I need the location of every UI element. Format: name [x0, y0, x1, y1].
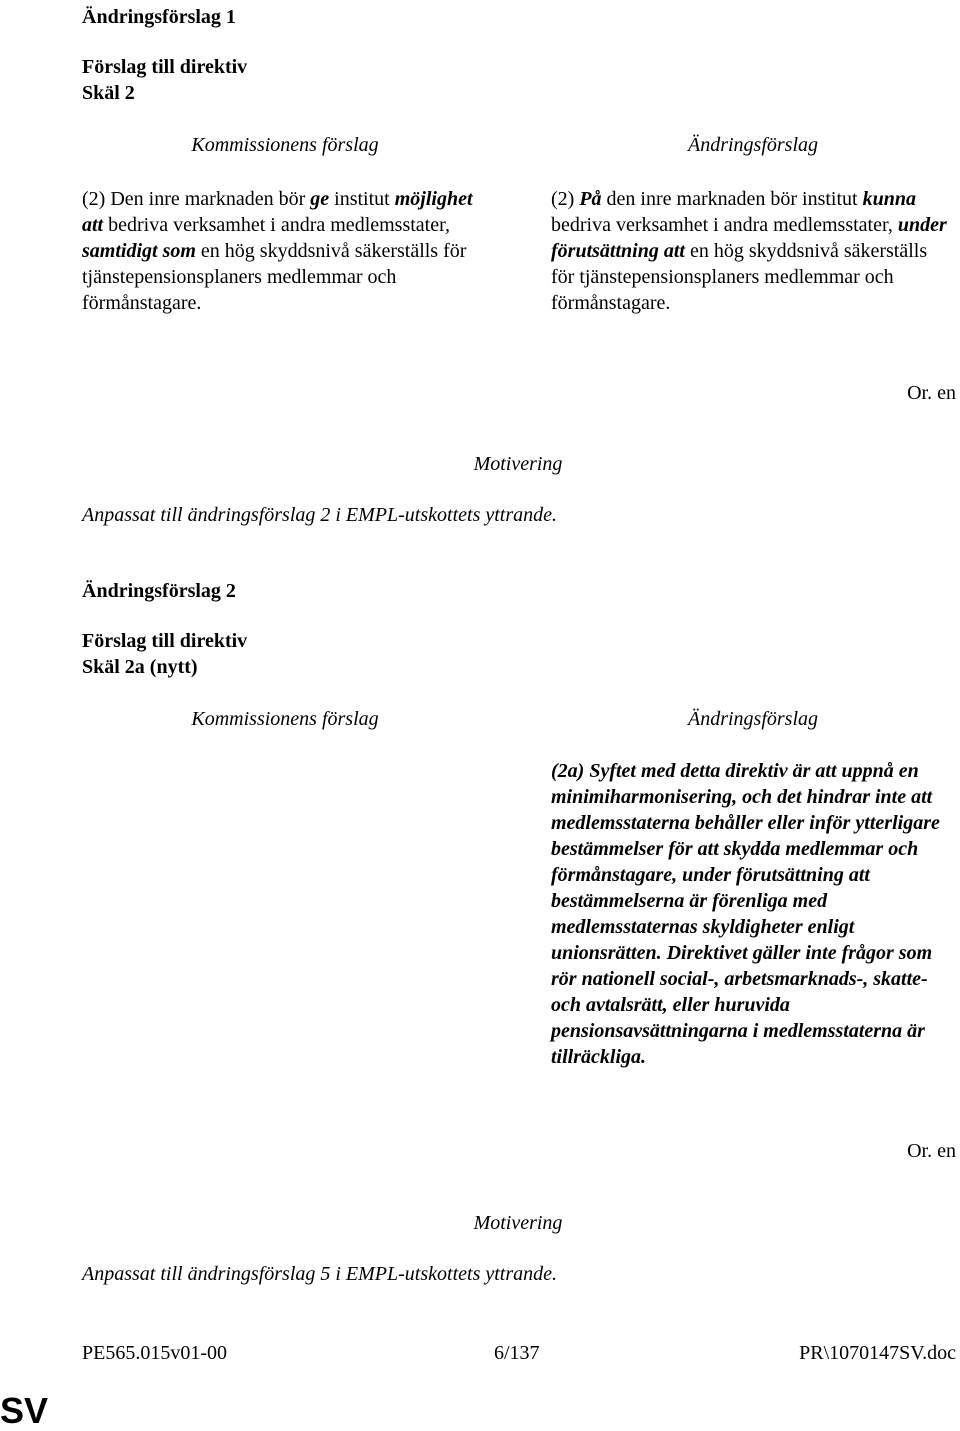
amendment-2-right-column-header: Ändringsförslag [687, 708, 819, 730]
amendment-1-original-language: Or. en [907, 382, 956, 404]
amendment-1-justification-title: Motivering [473, 453, 563, 475]
amendment-2-amendment-text: (2a) Syftet med detta direktiv är att uppnå en minimiharmonisering, och det hindrar inte att medlemsstaterna behåller eller inför ytterligare bestämmelser för att skydda medlemmar och förmånstagare, under förutsättning att bestämmelserna är förenliga med medlemsstaternas skyldigheter enligt unionsrätten. Direktivet gäller inte frågor som rör nationell social-, arbetsmarknads-, skatte- och avtalsrätt, eller huruvida pensionsavsättningarna i medlemsstaterna är tillräckliga. [551, 760, 940, 1068]
amendment-1-recital: Skäl 2 [82, 82, 135, 104]
footer-document-reference: PE565.015v01-00 [82, 1342, 227, 1364]
amendment-2-recital: Skäl 2a (nytt) [82, 656, 198, 678]
amendment-1-commission-text: (2) Den inre marknaden bör ge institut möjlighet att bedriva verksamhet i andra medlemsstater, samtidigt som en hög skyddsnivå säkerställs för tjänstepensionsplaners medlemmar och förmånstagare. [82, 188, 473, 314]
amendment-2-justification-text: Anpassat till ändringsförslag 5 i EMPL-utskottets yttrande. [82, 1263, 557, 1285]
amendment-2-original-language: Or. en [907, 1140, 956, 1162]
amendment-2-heading: Ändringsförslag 2 [82, 580, 236, 602]
amendment-1-proposal-title: Förslag till direktiv [82, 56, 248, 78]
amendment-1-justification-text: Anpassat till ändringsförslag 2 i EMPL-utskottets yttrande. [82, 504, 557, 526]
footer-page-number: 6/137 [494, 1342, 540, 1364]
footer-file-name: PR\1070147SV.doc [799, 1342, 956, 1364]
amendment-2-justification-title: Motivering [473, 1212, 563, 1234]
amendment-1-heading: Ändringsförslag 1 [82, 6, 236, 28]
amendment-2-left-column-header: Kommissionens förslag [191, 708, 379, 730]
amendment-2-proposal-title: Förslag till direktiv [82, 630, 248, 652]
amendment-1-right-column-header: Ändringsförslag [687, 134, 819, 156]
amendment-1-left-column-header: Kommissionens förslag [191, 134, 379, 156]
amendment-1-amendment-text: (2) På den inre marknaden bör institut kunna bedriva verksamhet i andra medlemsstater, under förutsättning att en hög skyddsnivå säkerställs för tjänstepensionsplaners medlemmar och förmånstagare. [551, 188, 947, 314]
footer-language-code: SV [0, 1390, 49, 1431]
